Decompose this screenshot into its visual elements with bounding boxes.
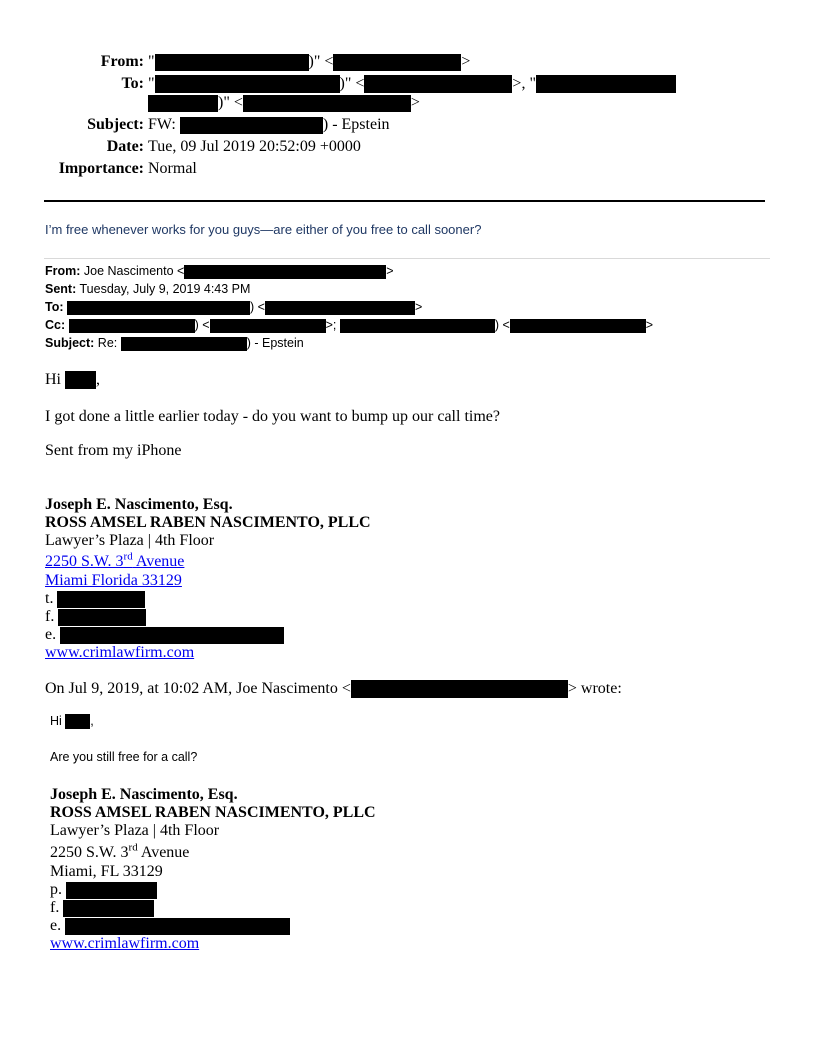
redaction-block (155, 75, 340, 93)
redaction-block (510, 319, 646, 333)
redaction-block (351, 680, 568, 698)
city-link[interactable]: Miami Florida 33129 (45, 572, 182, 589)
fwd-sent-row: Sent: Tuesday, July 9, 2019 4:43 PM (45, 282, 251, 296)
redaction-block (243, 95, 411, 112)
importance-value: Normal (148, 160, 197, 177)
redaction-block (265, 301, 415, 315)
redaction-block (184, 265, 386, 279)
address-street-link[interactable] (45, 550, 185, 571)
redaction-block (65, 918, 290, 935)
signature-building: Lawyer’s Plaza | 4th Floor (45, 532, 215, 549)
message-2-line: Are you still free for a call? (50, 750, 198, 764)
redaction-block (536, 75, 676, 93)
message-1-line: I got done a little earlier today - do you want to bump up our call time? (45, 408, 500, 425)
signature-name: Joseph E. Nascimento, Esq. (50, 786, 238, 803)
redaction-block (66, 882, 157, 899)
phone-row: t. (45, 590, 145, 608)
email-row: e. (50, 917, 290, 935)
website-row[interactable] (45, 644, 194, 662)
subject-label: Subject: (87, 116, 144, 133)
redaction-block (210, 319, 326, 333)
redaction-block (121, 337, 247, 351)
signature-firm: ROSS AMSEL RABEN NASCIMENTO, PLLC (45, 514, 371, 531)
signature-name: Joseph E. Nascimento, Esq. (45, 496, 233, 513)
from-label: From: (100, 53, 144, 70)
redaction-block (63, 900, 154, 917)
fwd-subject-row: Subject: Re: ) - Epstein (45, 336, 304, 350)
redaction-block (340, 319, 495, 333)
website-row[interactable] (50, 935, 199, 953)
sent-from-iphone: Sent from my iPhone (45, 442, 182, 459)
fax-row: f. (45, 608, 146, 626)
date-value: Tue, 09 Jul 2019 20:52:09 +0000 (148, 138, 361, 155)
address-city-link[interactable] (45, 572, 182, 590)
redaction-block (58, 609, 146, 626)
redaction-block (65, 371, 96, 389)
signature-building: Lawyer’s Plaza | 4th Floor (50, 822, 220, 839)
quote-intro: On Jul 9, 2019, at 10:02 AM, Joe Nascimento < > wrote: (45, 680, 622, 697)
signature-firm: ROSS AMSEL RABEN NASCIMENTO, PLLC (50, 804, 376, 821)
from-value: " )" < > (148, 53, 471, 70)
to-value-line2: )" < > (148, 94, 420, 112)
website-link[interactable]: www.crimlawfirm.com (50, 935, 200, 952)
redaction-block (148, 95, 218, 112)
redaction-block (67, 301, 250, 315)
redaction-block (155, 54, 309, 71)
address-city: Miami, FL 33129 (50, 863, 163, 880)
street-link[interactable]: 2250 S.W. 3rd Avenue (45, 550, 185, 570)
redaction-block (65, 714, 90, 729)
date-label: Date: (106, 138, 144, 155)
redaction-block (57, 591, 145, 608)
to-value-line1: " )" < >, " (148, 75, 676, 93)
redaction-block (333, 54, 461, 71)
to-label: To: (121, 75, 144, 92)
website-link[interactable]: www.crimlawfirm.com (45, 644, 195, 661)
address-street: 2250 S.W. 3rd Avenue (50, 841, 190, 861)
header-divider (44, 200, 765, 202)
fwd-cc-row: Cc: ) < >; ) < > (45, 318, 654, 332)
redaction-block (364, 75, 512, 93)
redaction-block (69, 319, 195, 333)
greeting-2: Hi , (50, 714, 94, 728)
redaction-block (180, 117, 323, 134)
fax-row: f. (50, 899, 154, 917)
fwd-to-row: To: ) < > (45, 300, 423, 314)
forward-divider (44, 258, 770, 259)
greeting-1: Hi , (45, 371, 100, 388)
redaction-block (60, 627, 284, 644)
email-row: e. (45, 626, 284, 644)
reply-message: I’m free whenever works for you guys—are either of you free to call sooner? (45, 222, 482, 237)
subject-value: FW: ) - Epstein (148, 116, 390, 133)
importance-label: Importance: (58, 160, 144, 177)
fwd-from-row: From: Joe Nascimento < > (45, 264, 394, 278)
phone-row: p. (50, 881, 157, 899)
